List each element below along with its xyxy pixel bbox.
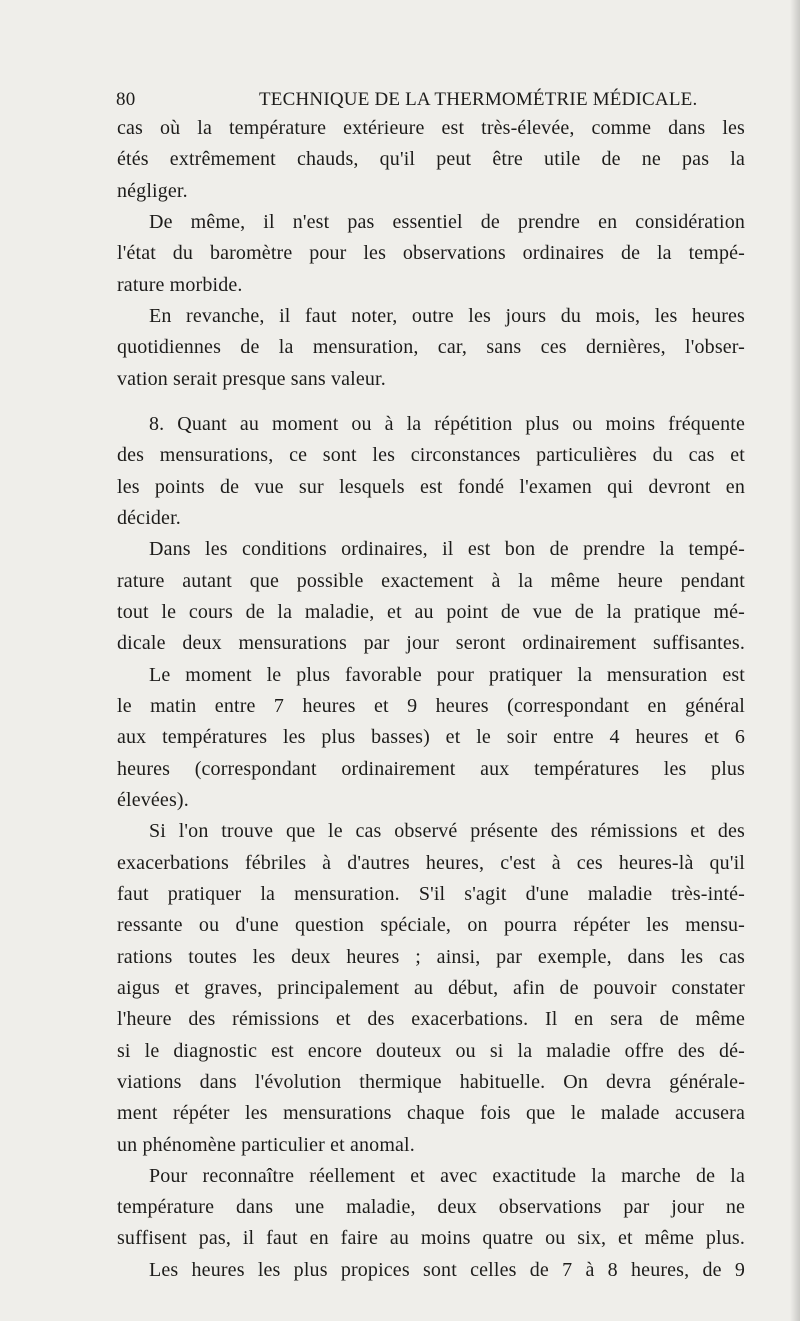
text-line: heures (correspondant ordinairement aux températures les plus bbox=[117, 757, 745, 780]
text-line: 8. Quant au moment ou à la répétition plus ou moins fréquente bbox=[149, 412, 745, 435]
text-line: De même, il n'est pas essentiel de prendre en considération bbox=[149, 210, 745, 233]
text-line: ment répéter les mensurations chaque fois que le malade accusera bbox=[117, 1102, 745, 1125]
text-line: l'état du baromètre pour les observations ordinaires de la tempé- bbox=[117, 242, 745, 265]
text-line: quotidiennes de la mensuration, car, sans ces dernières, l'obser- bbox=[117, 336, 745, 359]
running-header bbox=[116, 88, 744, 114]
text-line: Pour reconnaître réellement et avec exactitude la marche de la bbox=[149, 1164, 745, 1187]
page-edge-shadow bbox=[790, 0, 800, 1321]
text-line: exacerbations fébriles à d'autres heures, c'est à ces heures-là qu'il bbox=[117, 851, 745, 874]
body-text bbox=[117, 113, 745, 1286]
text-line: Dans les conditions ordinaires, il est bon de prendre la tempé- bbox=[149, 538, 745, 561]
text-line: un phénomène particulier et anomal. bbox=[117, 1133, 415, 1156]
text-line: température dans une maladie, deux observations par jour ne bbox=[117, 1196, 745, 1219]
page-number: 80 bbox=[116, 89, 136, 110]
text-line: négliger. bbox=[117, 179, 188, 202]
text-line: En revanche, il faut noter, outre les jours du mois, les heures bbox=[149, 304, 745, 327]
text-line: dicale deux mensurations par jour seront ordinairement suffisantes. bbox=[117, 632, 745, 655]
text-line: rature autant que possible exactement à la même heure pendant bbox=[117, 569, 745, 592]
text-line: des mensurations, ce sont les circonstances particulières du cas et bbox=[117, 444, 745, 467]
text-line: aux températures les plus basses) et le soir entre 4 heures et 6 bbox=[117, 726, 745, 749]
running-title: TECHNIQUE DE LA THERMOMÉTRIE MÉDICALE. bbox=[259, 89, 698, 110]
text-line: élevées). bbox=[117, 788, 189, 811]
text-line: les points de vue sur lesquels est fondé l'examen qui devront en bbox=[117, 475, 745, 498]
text-line: Les heures les plus propices sont celles de 7 à 8 heures, de 9 bbox=[149, 1258, 745, 1281]
text-line: le matin entre 7 heures et 9 heures (correspondant en général bbox=[117, 694, 745, 717]
text-line: étés extrêmement chauds, qu'il peut être utile de ne pas la bbox=[117, 148, 745, 171]
text-line: aigus et graves, principalement au début, afin de pouvoir constater bbox=[117, 976, 745, 999]
text-line: faut pratiquer la mensuration. S'il s'agit d'une maladie très-inté- bbox=[117, 882, 745, 905]
text-line: l'heure des rémissions et des exacerbations. Il en sera de même bbox=[117, 1008, 745, 1031]
text-line: ressante ou d'une question spéciale, on pourra répéter les mensu- bbox=[117, 914, 745, 937]
text-line: rature morbide. bbox=[117, 273, 243, 296]
text-line: suffisent pas, il faut en faire au moins quatre ou six, et même plus. bbox=[117, 1227, 745, 1250]
text-line: cas où la température extérieure est très-élevée, comme dans les bbox=[117, 117, 745, 139]
text-line: Le moment le plus favorable pour pratiquer la mensuration est bbox=[149, 663, 745, 686]
text-line: vation serait presque sans valeur. bbox=[117, 367, 386, 390]
text-line: décider. bbox=[117, 506, 181, 529]
text-line: tout le cours de la maladie, et au point de vue de la pratique mé- bbox=[117, 600, 745, 623]
text-line: rations toutes les deux heures ; ainsi, par exemple, dans les cas bbox=[117, 945, 745, 968]
text-line: si le diagnostic est encore douteux ou si la maladie offre des dé- bbox=[117, 1039, 745, 1062]
text-line: Si l'on trouve que le cas observé présente des rémissions et des bbox=[149, 820, 745, 843]
text-line: viations dans l'évolution thermique habituelle. On devra générale- bbox=[117, 1070, 745, 1093]
section-gap bbox=[117, 395, 745, 409]
